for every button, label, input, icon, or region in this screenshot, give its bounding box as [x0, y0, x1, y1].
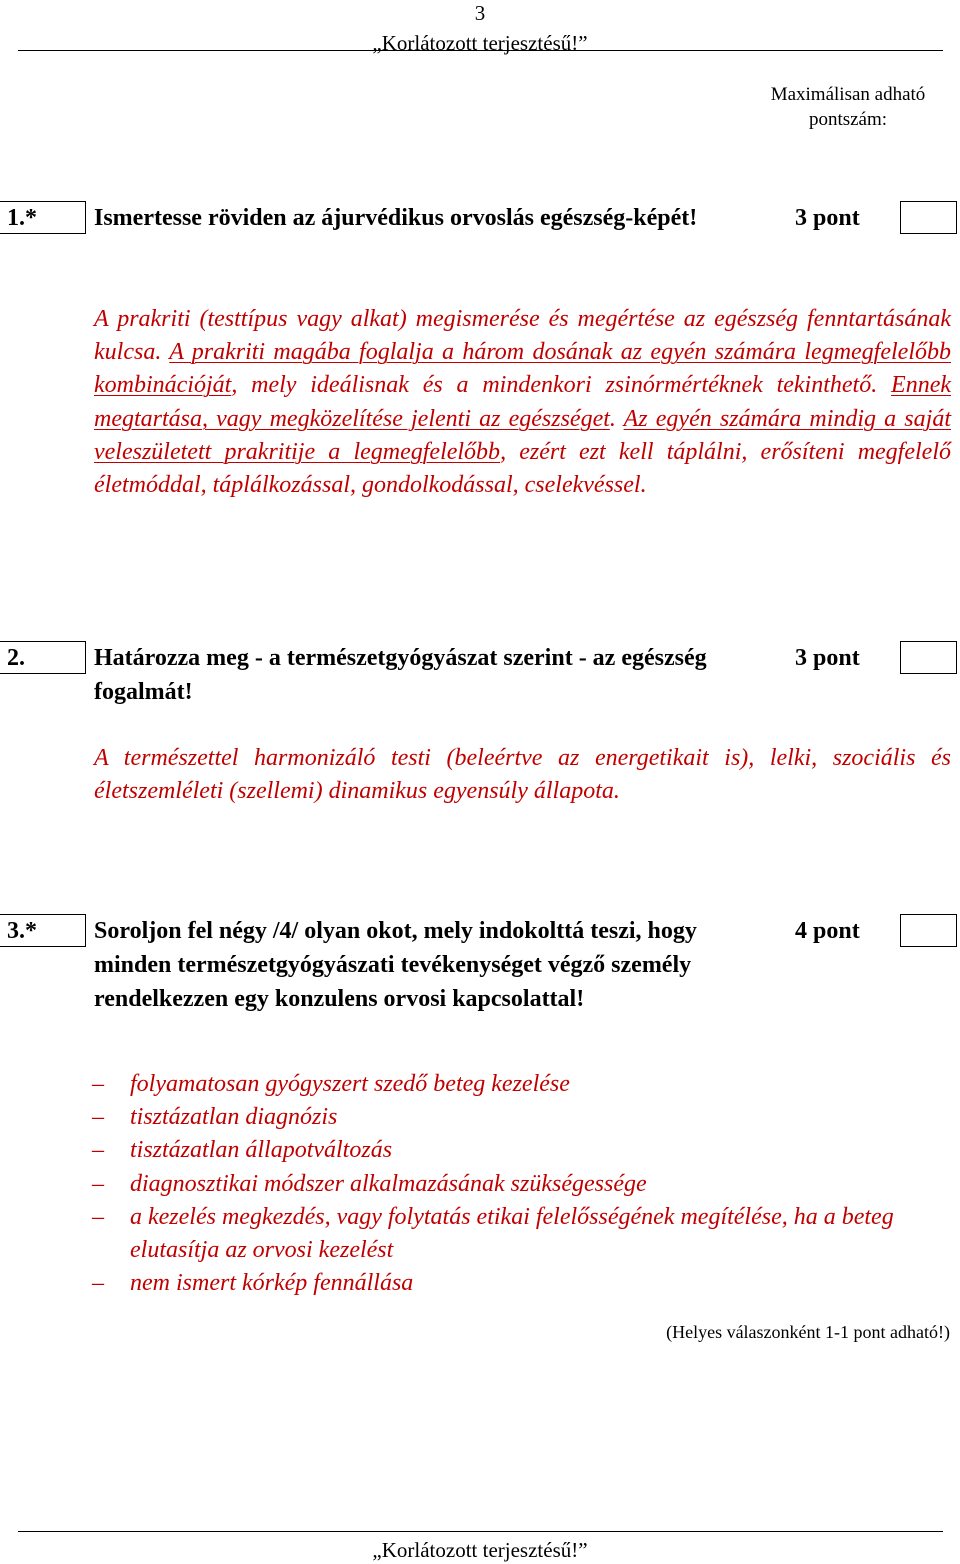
dash-bullet: – [92, 1270, 104, 1297]
max-points-label: Maximálisan adható pontszám: [770, 84, 926, 130]
list-item: – tisztázatlan állapotváltozás [92, 1134, 960, 1167]
dash-bullet: – [92, 1203, 104, 1230]
score-box-3[interactable] [900, 914, 957, 947]
score-box-2[interactable] [900, 641, 957, 674]
list-item: – diagnosztikai módszer alkalmazásának szükségessége [92, 1168, 960, 1201]
list-item: – tisztázatlan diagnózis [92, 1101, 960, 1134]
page-number: 3 [474, 1, 486, 25]
dash-bullet: – [92, 1137, 104, 1164]
question-number-1: 1.* [0, 201, 86, 234]
answer-1-key-phrase: Ennek megtartása, vagy megközelítése jelenti az egészséget [94, 372, 951, 432]
dash-bullet: – [92, 1170, 104, 1197]
header-rule [18, 50, 943, 51]
question-number-2: 2. [0, 641, 86, 674]
scoring-note: (Helyes válaszonként 1-1 pont adható!) [666, 1322, 950, 1342]
question-text-1: Ismertesse röviden az ájurvédikus orvoslás egészség-képét! [94, 205, 698, 231]
footer-rule [18, 1531, 943, 1532]
question-text-3: Soroljon fel négy /4/ olyan okot, mely indokolttá teszi, hogy minden természetgyógyászati tevékenységet végző személy rendelkezzen egy konzulens orvosi kapcsolattal! [94, 918, 697, 1012]
question-points-1: 3 pont [795, 205, 860, 231]
answer-1: A prakriti (testtípus vagy alkat) megismerése és megértése az egészség fenntartásának kulcsa. A prakriti magába foglalja a három dosának az egyén számára legmegfelelőbb kombinációját, mely ideálisnak és a mindenkori zsinórmértéknek tekinthető. Ennek megtartása, vagy megközelítése jelenti az egészséget. Az egyén számára mindig a saját veleszületett prakritije a legmegfelelőbb, ezért ezt kell táplálni, erősíteni megfelelő életmóddal, táplálkozással, gondolkodással, cselekvéssel. [94, 306, 951, 499]
question-number-3: 3.* [0, 914, 86, 947]
footer-restriction-label: „Korlátozott terjesztésű!” [372, 1538, 588, 1562]
dash-bullet: – [92, 1071, 104, 1097]
header-restriction-label: „Korlátozott terjesztésű!” [372, 31, 588, 55]
list-item: – folyamatosan gyógyszert szedő beteg kezelése [92, 1068, 960, 1101]
answer-3-list [92, 1068, 960, 1300]
list-item: – nem ismert kórkép fennállása [92, 1267, 960, 1300]
list-item: – a kezelés megkezdés, vagy folytatás etikai felelősségének megítélése, ha a beteg elutasítja az orvosi kezelést [92, 1201, 960, 1267]
answer-2: A természettel harmonizáló testi (beleértve az energetikait is), lelki, szociális és életszemléleti (szellemi) dinamikus egyensúly állapota. [94, 745, 951, 805]
question-points-3: 4 pont [795, 918, 860, 944]
dash-bullet: – [92, 1104, 104, 1131]
answer-1-key-phrase: A prakriti magába foglalja a három dosának az egyén számára legmegfelelőbb kombinációját [94, 339, 951, 399]
question-text-2: Határozza meg - a természetgyógyászat szerint - az egészség fogalmát! [94, 645, 707, 705]
answer-1-key-phrase: Az egyén számára mindig a saját veleszületett prakritije a legmegfelelőbb [94, 405, 951, 465]
score-box-1[interactable] [900, 201, 957, 234]
question-points-2: 3 pont [795, 645, 860, 671]
